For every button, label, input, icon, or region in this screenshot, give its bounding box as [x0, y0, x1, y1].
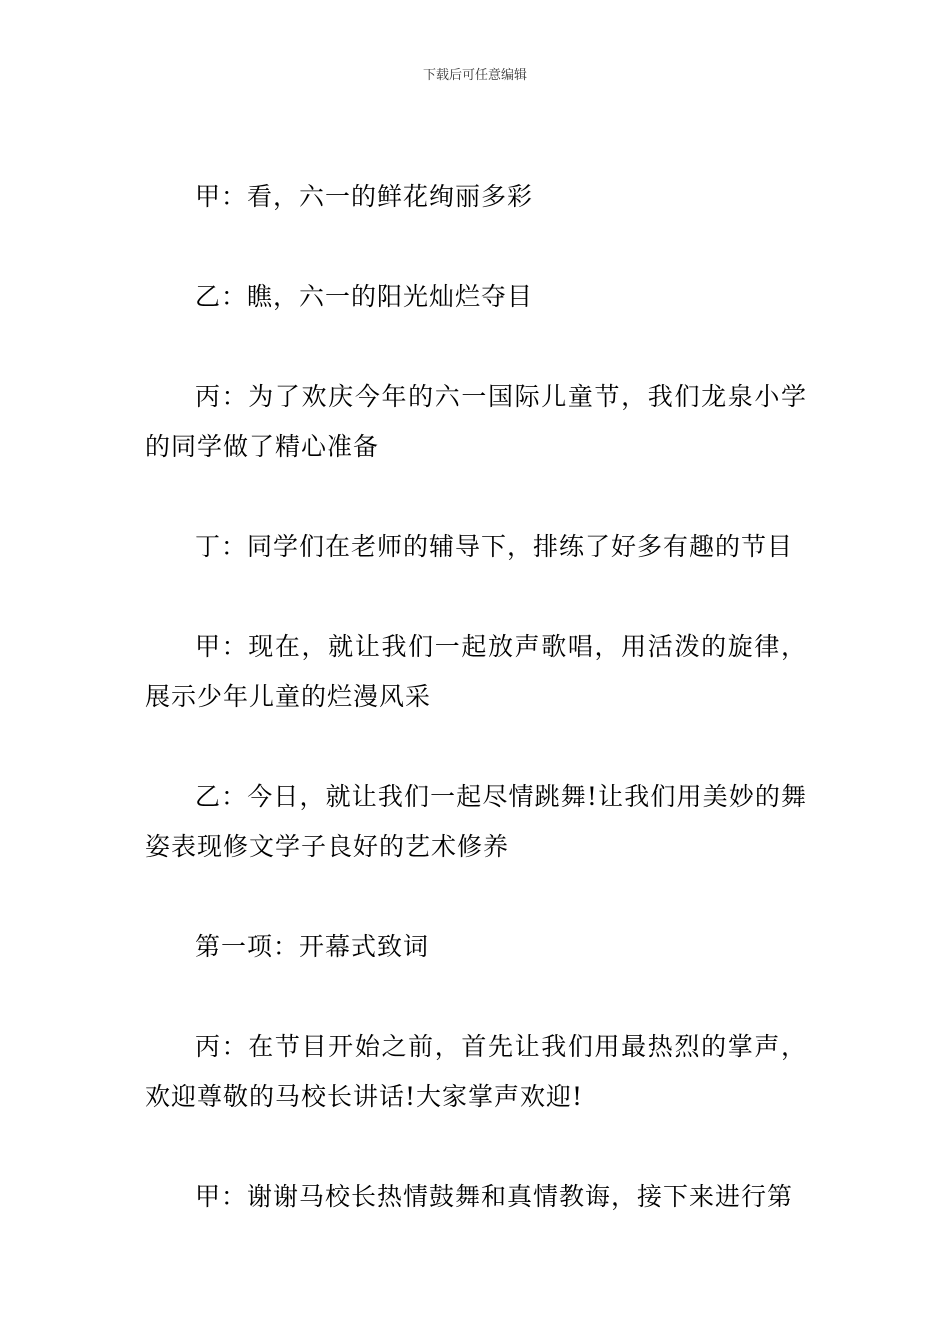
- paragraph-6: 乙：今日，就让我们一起尽情跳舞!让我们用美妙的舞姿表现修文学子良好的艺术修养: [145, 782, 807, 861]
- paragraph-7: 第一项：开幕式致词: [195, 932, 430, 961]
- document-body: [145, 172, 807, 1272]
- paragraph-9: 甲：谢谢马校长热情鼓舞和真情教诲，接下来进行第: [195, 1182, 794, 1211]
- page-header: 下载后可任意编辑: [422, 68, 527, 83]
- paragraph-1: 甲：看，六一的鲜花绚丽多彩: [195, 182, 534, 211]
- paragraph-8: 丙：在节目开始之前，首先让我们用最热烈的掌声，欢迎尊敬的马校长讲话!大家掌声欢迎!: [145, 1032, 807, 1111]
- paragraph-2: 乙：瞧，六一的阳光灿烂夺目: [195, 282, 534, 311]
- paragraph-4: 丁：同学们在老师的辅导下，排练了好多有趣的节目: [195, 532, 794, 561]
- paragraph-5: 甲：现在，就让我们一起放声歌唱，用活泼的旋律，展示少年儿童的烂漫风采: [145, 632, 807, 711]
- paragraph-3: 丙：为了欢庆今年的六一国际儿童节，我们龙泉小学的同学做了精心准备: [145, 382, 807, 461]
